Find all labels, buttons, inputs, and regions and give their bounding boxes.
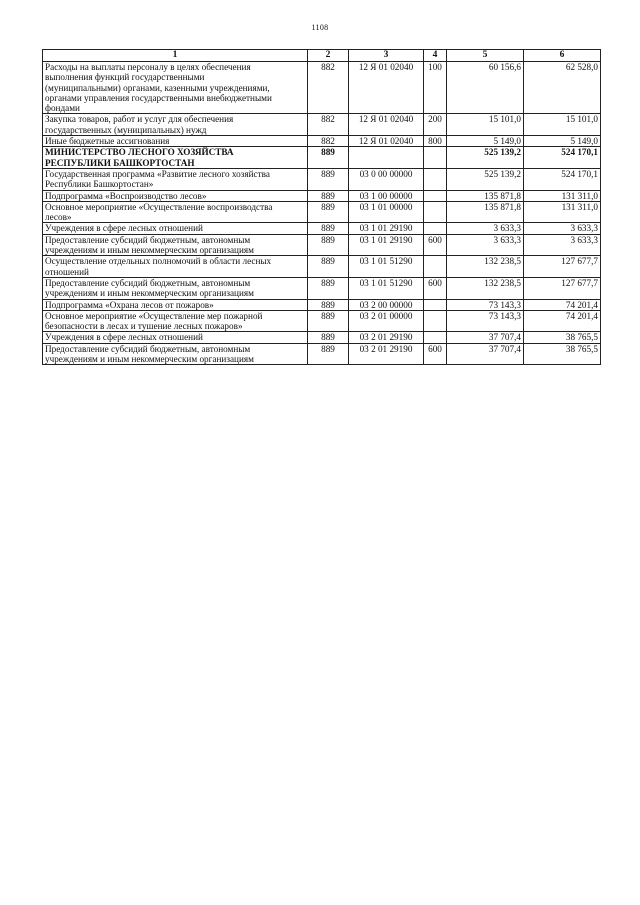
target-article: 03 2 01 00000 (349, 310, 424, 332)
ministry-code: 889 (308, 147, 349, 169)
row-description (43, 234, 308, 256)
ministry-code: 882 (308, 136, 349, 147)
ministry-code: 889 (308, 234, 349, 256)
description-line: (муниципальными) органами, казенными учреждениями, (45, 82, 270, 93)
ministry-code: 889 (308, 332, 349, 343)
amount-year-2: 131 311,0 (524, 190, 601, 201)
row-description (43, 114, 308, 136)
expense-type (424, 168, 447, 190)
page-number: 1108 (311, 23, 329, 32)
ministry-code: 889 (308, 256, 349, 278)
row-description (43, 62, 308, 114)
description-line: Предоставление субсидий бюджетным, автономным (45, 277, 251, 288)
expense-type (424, 190, 447, 201)
table-row (43, 223, 601, 234)
description-line: Предоставление субсидий бюджетным, автономным (45, 234, 251, 245)
amount-year-1: 73 143,3 (447, 299, 524, 310)
header-col-6: 6 (524, 50, 601, 62)
row-description (43, 147, 308, 169)
amount-year-2: 74 201,4 (524, 310, 601, 332)
description-line: отношений (45, 266, 89, 277)
description-line: лесов» (45, 212, 72, 223)
target-article: 03 1 00 00000 (349, 190, 424, 201)
row-description (43, 343, 308, 365)
target-article: 03 1 01 00000 (349, 201, 424, 223)
budget-table (42, 49, 601, 365)
amount-year-1: 60 156,6 (447, 62, 524, 114)
expense-type: 600 (424, 277, 447, 299)
header-col-4: 4 (424, 50, 447, 62)
row-description (43, 299, 308, 310)
description-line: Подпрограмма «Охрана лесов от пожаров» (45, 299, 214, 310)
header-row (43, 50, 601, 62)
amount-year-2: 131 311,0 (524, 201, 601, 223)
ministry-code: 889 (308, 277, 349, 299)
description-line: безопасности в лесах и тушение лесных пожаров» (45, 321, 243, 332)
ministry-code: 889 (308, 201, 349, 223)
amount-year-1: 37 707,4 (447, 332, 524, 343)
amount-year-2: 38 765,5 (524, 332, 601, 343)
row-description (43, 256, 308, 278)
expense-type (424, 223, 447, 234)
target-article: 03 2 00 00000 (349, 299, 424, 310)
table-row (43, 136, 601, 147)
amount-year-2: 5 149,0 (524, 136, 601, 147)
table-row (43, 147, 601, 169)
expense-type: 600 (424, 343, 447, 365)
header-col-1: 1 (43, 50, 308, 62)
expense-type: 200 (424, 114, 447, 136)
description-line: МИНИСТЕРСТВО ЛЕСНОГО ХОЗЯЙСТВА (45, 147, 234, 158)
target-article: 03 1 01 29190 (349, 234, 424, 256)
ministry-code: 889 (308, 168, 349, 190)
row-description (43, 168, 308, 190)
header-col-3: 3 (349, 50, 424, 62)
ministry-code: 889 (308, 223, 349, 234)
description-line: Основное мероприятие «Осуществление воспроизводства (45, 201, 273, 212)
amount-year-1: 132 238,5 (447, 256, 524, 278)
expense-type (424, 201, 447, 223)
row-description (43, 332, 308, 343)
amount-year-1: 525 139,2 (447, 147, 524, 169)
ministry-code: 889 (308, 299, 349, 310)
description-line: Подпрограмма «Воспроизводство лесов» (45, 190, 207, 201)
ministry-code: 889 (308, 190, 349, 201)
amount-year-2: 15 101,0 (524, 114, 601, 136)
amount-year-1: 135 871,8 (447, 201, 524, 223)
amount-year-2: 38 765,5 (524, 343, 601, 365)
row-description (43, 136, 308, 147)
ministry-code: 882 (308, 114, 349, 136)
description-line: государственных (муниципальных) нужд (45, 124, 207, 135)
ministry-code: 889 (308, 343, 349, 365)
expense-type (424, 147, 447, 169)
description-line: органами управления государственными внебюджетными (45, 92, 272, 103)
description-line: Закупка товаров, работ и услуг для обеспечения (45, 114, 234, 125)
table-row (43, 343, 601, 365)
table-row (43, 234, 601, 256)
description-line: учреждениям и иным некоммерческим организациям (45, 354, 254, 365)
table-row (43, 277, 601, 299)
expense-type: 100 (424, 62, 447, 114)
target-article: 03 1 01 29190 (349, 223, 424, 234)
table-row (43, 201, 601, 223)
amount-year-1: 15 101,0 (447, 114, 524, 136)
row-description (43, 201, 308, 223)
target-article: 03 1 01 51290 (349, 277, 424, 299)
amount-year-1: 3 633,3 (447, 223, 524, 234)
amount-year-1: 73 143,3 (447, 310, 524, 332)
target-article: 03 0 00 00000 (349, 168, 424, 190)
expense-type (424, 256, 447, 278)
amount-year-2: 3 633,3 (524, 223, 601, 234)
target-article: 03 2 01 29190 (349, 332, 424, 343)
target-article: 12 Я 01 02040 (349, 136, 424, 147)
description-line: Основное мероприятие «Осуществление мер пожарной (45, 310, 263, 321)
table-row (43, 310, 601, 332)
target-article: 03 1 01 51290 (349, 256, 424, 278)
table-body (43, 62, 601, 365)
amount-year-1: 5 149,0 (447, 136, 524, 147)
description-line: РЕСПУБЛИКИ БАШКОРТОСТАН (45, 157, 195, 168)
amount-year-1: 37 707,4 (447, 343, 524, 365)
table-row (43, 256, 601, 278)
target-article: 03 2 01 29190 (349, 343, 424, 365)
amount-year-2: 62 528,0 (524, 62, 601, 114)
target-article: 12 Я 01 02040 (349, 114, 424, 136)
description-line: Предоставление субсидий бюджетным, автономным (45, 343, 251, 354)
description-line: Осуществление отдельных полномочий в области лесных (45, 256, 272, 267)
amount-year-2: 3 633,3 (524, 234, 601, 256)
description-line: учреждениям и иным некоммерческим организациям (45, 288, 254, 299)
expense-type (424, 310, 447, 332)
description-line: выполнения функций государственными (45, 72, 205, 83)
ministry-code: 882 (308, 62, 349, 114)
amount-year-1: 525 139,2 (447, 168, 524, 190)
description-line: учреждениям и иным некоммерческим организациям (45, 245, 254, 256)
amount-year-2: 524 170,1 (524, 147, 601, 169)
target-article: 12 Я 01 02040 (349, 62, 424, 114)
description-line: фондами (45, 103, 80, 114)
table-row (43, 332, 601, 343)
table-row (43, 114, 601, 136)
table-row (43, 299, 601, 310)
row-description (43, 223, 308, 234)
target-article (349, 147, 424, 169)
description-line: Учреждения в сфере лесных отношений (45, 223, 203, 234)
description-line: Республики Башкортостан» (45, 179, 154, 190)
amount-year-1: 132 238,5 (447, 277, 524, 299)
row-description (43, 277, 308, 299)
amount-year-2: 74 201,4 (524, 299, 601, 310)
description-line: Иные бюджетные ассигнования (45, 136, 170, 147)
description-line: Государственная программа «Развитие лесного хозяйства (45, 168, 270, 179)
amount-year-2: 127 677,7 (524, 256, 601, 278)
description-line: Расходы на выплаты персоналу в целях обеспечения (45, 62, 251, 72)
row-description (43, 310, 308, 332)
expense-type (424, 299, 447, 310)
row-description (43, 190, 308, 201)
header-col-5: 5 (447, 50, 524, 62)
ministry-code: 889 (308, 310, 349, 332)
table-row (43, 190, 601, 201)
expense-type: 800 (424, 136, 447, 147)
table-row (43, 62, 601, 114)
amount-year-1: 3 633,3 (447, 234, 524, 256)
amount-year-2: 127 677,7 (524, 277, 601, 299)
expense-type (424, 332, 447, 343)
amount-year-1: 135 871,8 (447, 190, 524, 201)
expense-type: 600 (424, 234, 447, 256)
header-col-2: 2 (308, 50, 349, 62)
amount-year-2: 524 170,1 (524, 168, 601, 190)
description-line: Учреждения в сфере лесных отношений (45, 332, 203, 343)
table-row (43, 168, 601, 190)
